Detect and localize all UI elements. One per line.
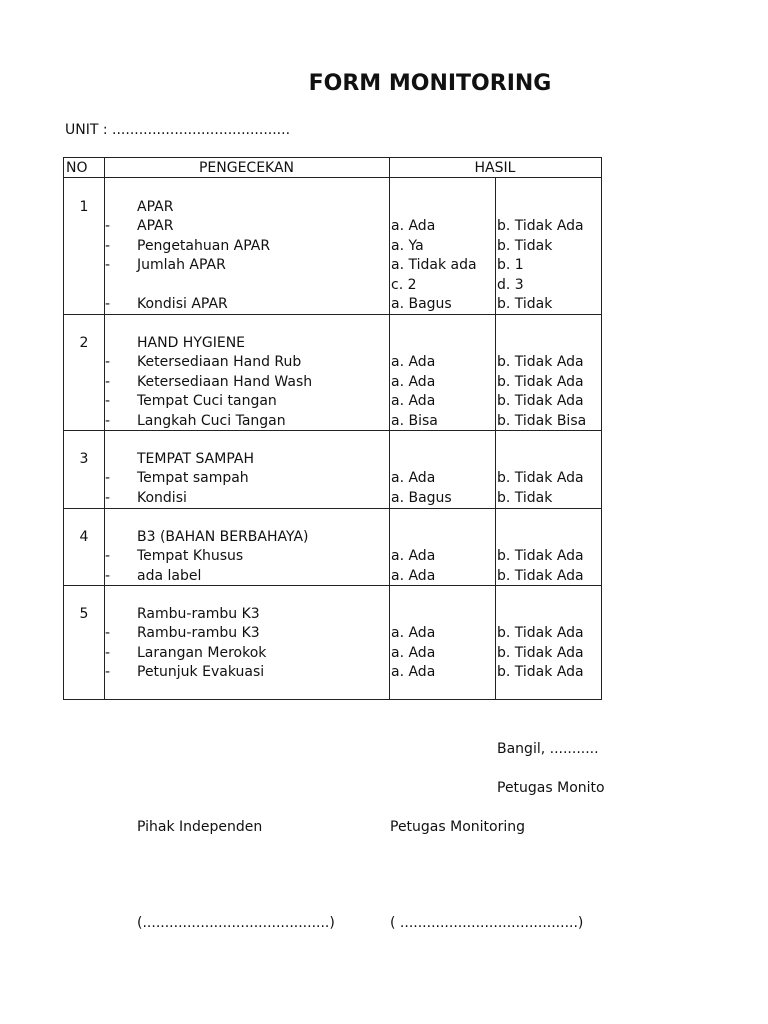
option-a: a. Ada (391, 354, 436, 371)
option-a: a. Bagus (391, 489, 452, 506)
section-divider (64, 314, 601, 315)
option-b: b. Tidak Bisa (497, 412, 587, 429)
option-b: b. Tidak Ada (497, 470, 584, 487)
section-divider (64, 508, 601, 509)
section-number: 3 (79, 451, 89, 467)
section-heading: B3 (BAHAN BERBAHAYA) (137, 529, 309, 545)
option-a: a. Ada (391, 218, 436, 235)
left-signatory-role: Pihak Independen (137, 819, 263, 835)
left-signature-line: (..........................................) (137, 915, 335, 931)
option-b: b. Tidak Ada (497, 373, 584, 390)
item-bullet: - (105, 393, 111, 410)
column-divider (389, 158, 390, 699)
item-bullet: - (105, 296, 111, 312)
option-b: b. Tidak Ada (497, 644, 584, 661)
option-a: a. Ya (391, 237, 424, 254)
item-label: Langkah Cuci Tangan (137, 412, 286, 429)
option-b: b. Tidak (497, 237, 553, 254)
item-bullet: - (105, 470, 111, 487)
item-label: Rambu-rambu K3 (137, 625, 260, 642)
item-label: Petunjuk Evakuasi (137, 664, 265, 681)
option-b: b. Tidak Ada (497, 664, 584, 681)
option-b: b. Tidak Ada (497, 625, 584, 642)
section-number: 4 (79, 529, 89, 545)
option-a: a. Ada (391, 644, 436, 661)
section-heading: HAND HYGIENE (137, 335, 246, 351)
section-number: 5 (79, 606, 89, 622)
item-bullet: - (105, 257, 111, 274)
section-heading: TEMPAT SAMPAH (137, 451, 254, 467)
right-signature-line: ( ........................................) (390, 915, 584, 931)
option-b: b. Tidak (497, 489, 553, 506)
item-label: ada label (137, 567, 202, 584)
officer-title-top: Petugas Monito (497, 780, 605, 796)
item-bullet: - (105, 354, 111, 371)
item-label: Ketersediaan Hand Wash (137, 373, 313, 390)
item-bullet: - (105, 548, 111, 565)
option-a: a. Ada (391, 393, 436, 410)
header-check: PENGECEKAN (198, 160, 295, 176)
header-no: NO (66, 160, 88, 176)
option-a: a. Ada (391, 625, 436, 642)
option-a: a. Ada (391, 470, 436, 487)
item-bullet: - (105, 567, 111, 584)
option-a: a. Ada (391, 548, 436, 565)
option-a: a. Bagus (391, 296, 452, 312)
option-a: a. Ada (391, 373, 436, 390)
item-label: Tempat sampah (137, 470, 249, 487)
item-bullet: - (105, 237, 111, 254)
item-bullet: - (105, 664, 111, 681)
place-date: Bangil, ........... (497, 741, 599, 757)
item-bullet: - (105, 373, 111, 390)
option-b: b. Tidak (497, 296, 553, 312)
section-heading: Rambu-rambu K3 (137, 606, 260, 622)
header-result: HASIL (474, 160, 516, 176)
option-a: a. Ada (391, 664, 436, 681)
header-divider (64, 177, 601, 178)
item-label: Tempat Cuci tangan (137, 393, 277, 410)
item-label: APAR (137, 218, 174, 235)
option-b: b. 1 (497, 257, 524, 274)
item-label: Pengetahuan APAR (137, 237, 271, 254)
item-label: Kondisi APAR (137, 296, 228, 312)
option-b: b. Tidak Ada (497, 393, 584, 410)
option-b: b. Tidak Ada (497, 218, 584, 235)
section-number: 2 (79, 335, 89, 351)
item-bullet: - (105, 644, 111, 661)
option-b: b. Tidak Ada (497, 354, 584, 371)
section-divider (64, 585, 601, 586)
option-a: a. Tidak ada (391, 257, 477, 274)
option-b: d. 3 (497, 276, 524, 293)
item-label: Ketersediaan Hand Rub (137, 354, 302, 371)
section-divider (64, 430, 601, 431)
section-heading: APAR (137, 199, 174, 215)
item-bullet: - (105, 489, 111, 506)
option-b: b. Tidak Ada (497, 567, 584, 584)
unit-field-label: UNIT : ........................................ (65, 122, 291, 138)
column-divider (495, 178, 496, 699)
right-signatory-role: Petugas Monitoring (390, 819, 525, 835)
item-label: Kondisi (137, 489, 187, 506)
item-bullet: - (105, 412, 111, 429)
item-bullet: - (105, 218, 111, 235)
item-label: Tempat Khusus (137, 548, 244, 565)
page-title: FORM MONITORING (308, 71, 552, 96)
item-label: Larangan Merokok (137, 644, 267, 661)
option-a: a. Bisa (391, 412, 438, 429)
monitoring-table (63, 157, 602, 700)
option-a: c. 2 (391, 276, 417, 293)
item-label: Jumlah APAR (137, 257, 226, 274)
option-a: a. Ada (391, 567, 436, 584)
option-b: b. Tidak Ada (497, 548, 584, 565)
section-number: 1 (79, 199, 89, 215)
item-bullet: - (105, 625, 111, 642)
